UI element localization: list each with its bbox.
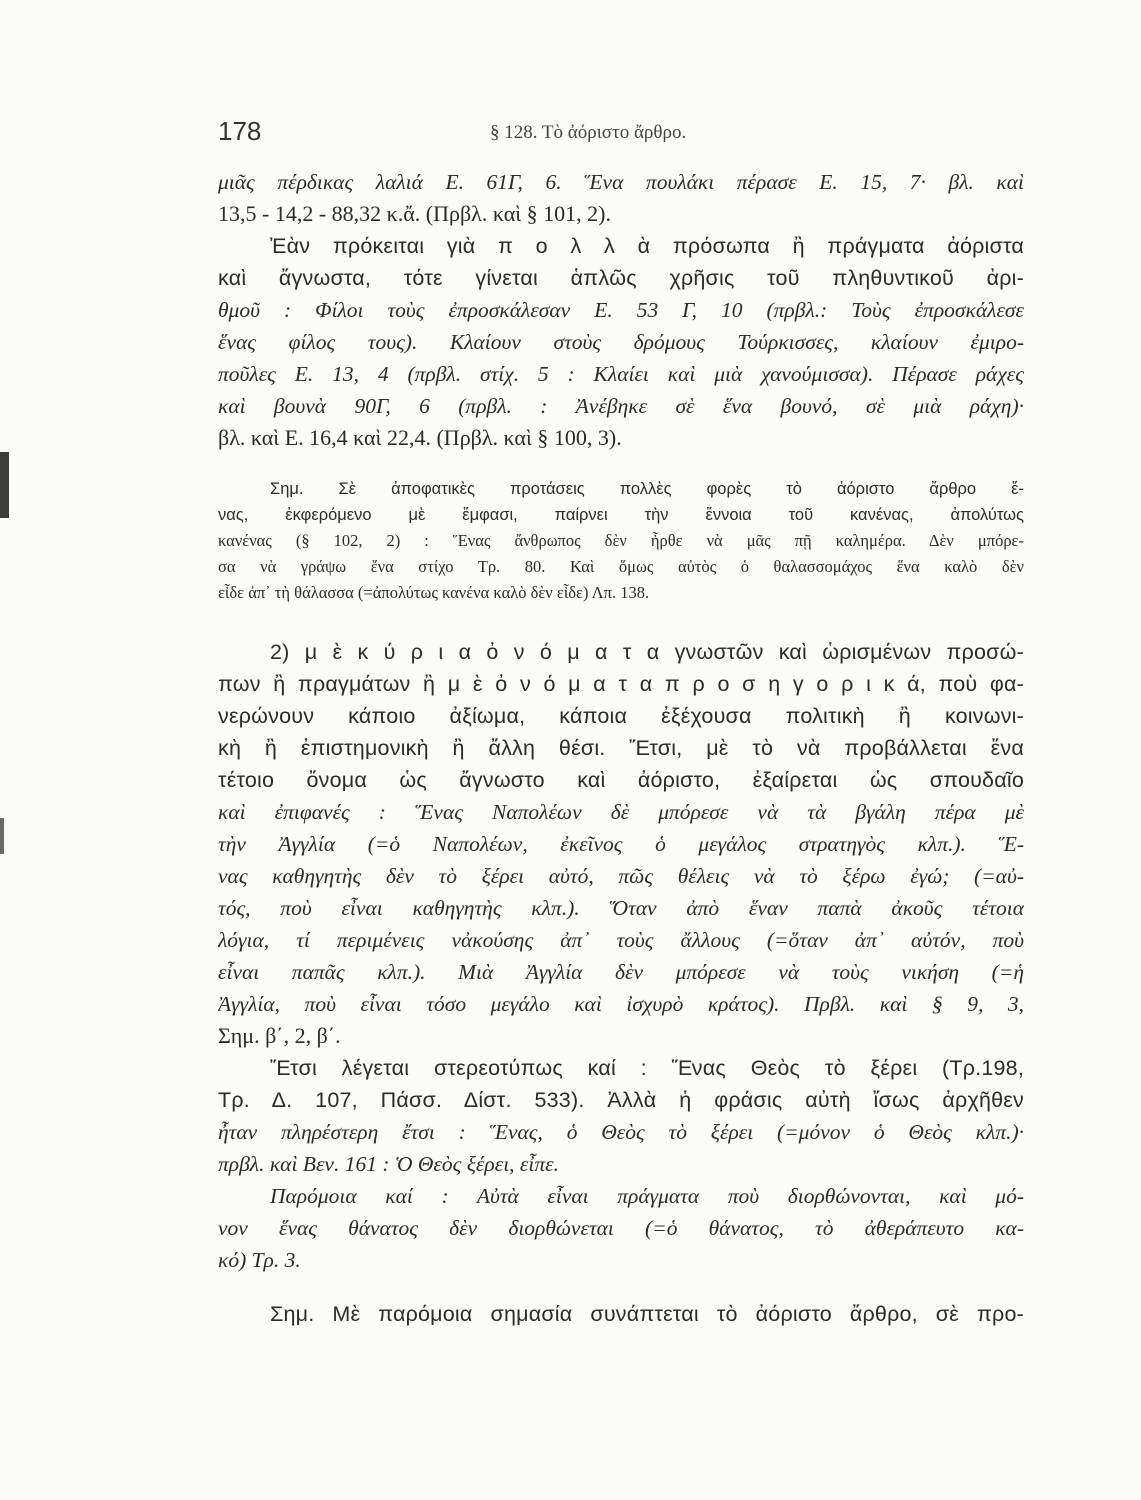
text-line: εἶναι παπᾶς κλπ.). Μιὰ Ἀγγλία δὲν μπόρεσε νὰ τοὺς νικήση (=ἡ bbox=[218, 960, 1024, 984]
running-head: § 128. Τὸ ἀόριστο ἄρθρο. bbox=[490, 122, 687, 143]
text-line: Τρ. Δ. 107, Πάσσ. Δίστ. 533). Ἀλλὰ ἡ φράσις αὐτὴ ἴσως ἀρχῆθεν bbox=[218, 1088, 1024, 1112]
text-line: κὴ ἢ ἐπιστημονικὴ ἢ ἄλλη θέσι. Ἔτσι, μὲ τὸ νὰ προβάλλεται ἕνα bbox=[218, 736, 1024, 760]
text-line: πων ἢ πραγμάτων ἢ μ ὲ ὀ ν ό μ α τ α π ρ ο σ η γ ο ρ ι κ ά, ποὺ φα- bbox=[218, 672, 1024, 696]
note-line: κανένας (§ 102, 2) : Ἕνας ἄνθρωπος δὲν ἦρθε νὰ μᾶς πῇ καλημέρα. Δὲν μπόρε- bbox=[218, 531, 1024, 550]
text-line: λόγια, τί περιμένεις νἀκούσης ἀπ᾽ τοὺς ἄλλους (=ὅταν ἀπ᾽ αὐτόν, ποὺ bbox=[218, 928, 1024, 952]
paragraph-2 bbox=[218, 636, 1024, 1276]
text-line: νας καθηγητὴς δὲν τὸ ξέρει αὐτό, πῶς θέλεις νὰ τὸ ξέρω ἐγώ; (=αὐ- bbox=[218, 864, 1024, 888]
text-line: καὶ ἄγνωστα, τότε γίνεται ἁπλῶς χρῆσις τοῦ πληθυντικοῦ ἀρι- bbox=[218, 266, 1024, 290]
text-line: 13,5 - 14,2 - 88,32 κ.ἄ. (Πρβλ. καὶ § 101, 2). bbox=[218, 201, 611, 226]
paragraph-1 bbox=[218, 166, 1024, 454]
text-line: Σημ. Μὲ παρόμοια σημασία συνάπτεται τὸ ἀόριστο ἄρθρο, σὲ προ- bbox=[270, 1302, 1024, 1326]
note-1 bbox=[218, 476, 1024, 606]
text-line: Σημ. β΄, 2, β΄. bbox=[218, 1023, 341, 1048]
scan-edge-mark-small bbox=[0, 818, 4, 854]
text-line: Παρόμοια καί : Αὐτὰ εἶναι πράγματα ποὺ διορθώνονται, καὶ μό- bbox=[270, 1184, 1024, 1208]
text-line: πρβλ. καὶ Βεν. 161 : Ὁ Θεὸς ξέρει, εἶπε. bbox=[218, 1152, 559, 1176]
text-line: βλ. καὶ Ε. 16,4 καὶ 22,4. (Πρβλ. καὶ § 100, 3). bbox=[218, 425, 622, 450]
text-line: 2) μ ὲ κ ύ ρ ι α ὀ ν ό μ α τ α γνωστῶν καὶ ὡρισμένων προσώ- bbox=[270, 640, 1024, 664]
text-line: μιᾶς πέρδικας λαλιά Ε. 61Γ, 6. Ἕνα πουλάκι πέρασε Ε. 15, 7· βλ. καὶ bbox=[218, 170, 1024, 194]
text-line: καὶ ἐπιφανές : Ἕνας Ναπολέων δὲ μπόρεσε νὰ τὰ βγάλη πέρα μὲ bbox=[218, 800, 1024, 824]
text-line: κό) Τρ. 3. bbox=[218, 1248, 301, 1272]
note-2 bbox=[218, 1298, 1024, 1330]
text-line: τὴν Ἀγγλία (=ὁ Ναπολέων, ἐκεῖνος ὁ μεγάλος στρατηγὸς κλπ.). Ἕ- bbox=[218, 832, 1024, 856]
text-line: νον ἕνας θάνατος δὲν διορθώνεται (=ὁ θάνατος, τὸ ἀθεράπευτο κα- bbox=[218, 1216, 1024, 1240]
note-line: εἶδε ἀπ᾽ τὴ θάλασσα (=ἀπολύτως κανένα καλὸ δὲν εἶδε) Λπ. 138. bbox=[218, 583, 650, 602]
text-line: Ἀγγλία, ποὺ εἶναι τόσο μεγάλο καὶ ἰσχυρὸ κράτος). Πρβλ. καὶ § 9, 3, bbox=[218, 992, 1024, 1016]
text-line: ποῦλες Ε. 13, 4 (πρβλ. στίχ. 5 : Κλαίει καὶ μιὰ χανούμισσα). Πέρασε ράχες bbox=[218, 362, 1024, 386]
page-body bbox=[218, 166, 1024, 1330]
text-line: ἕνας φίλος τους). Κλαίουν στοὺς δρόμους Τούρκισσες, κλαίουν ἐμιρο- bbox=[218, 330, 1024, 354]
note-line: σα νὰ γράψω ἕνα στίχο Τρ. 80. Καὶ ὅμως αὐτὸς ὁ θαλασσομάχος ἕνα καλὸ δὲν bbox=[218, 557, 1024, 576]
text-line: ἦταν πληρέστερη ἔτσι : Ἕνας, ὁ Θεὸς τὸ ξέρει (=μόνον ὁ Θεὸς κλπ.)· bbox=[218, 1120, 1024, 1144]
scan-edge-mark bbox=[0, 452, 9, 518]
note-line: νας, ἐκφερόμενο μὲ ἔμφασι, παίρνει τὴν ἔννοια τοῦ κανένας, ἀπολύτως bbox=[218, 506, 1024, 524]
page-header bbox=[218, 116, 1028, 156]
text-line: τέτοιο ὄνομα ὡς ἄγνωστο καὶ ἀόριστο, ἐξαίρεται ὡς σπουδαῖο bbox=[218, 768, 1024, 792]
note-line: Σημ. Σὲ ἀποφατικὲς προτάσεις πολλὲς φορὲς τὸ ἀόριστο ἄρθρο ἕ- bbox=[270, 480, 1024, 498]
text-line: νερώνουν κάποιο ἀξίωμα, κάποια ἐξέχουσα πολιτικὴ ἢ κοινωνι- bbox=[218, 704, 1024, 728]
text-line: καὶ βουνὰ 90Γ, 6 (πρβλ. : Ἀνέβηκε σὲ ἕνα βουνό, σὲ μιὰ ράχη)· bbox=[218, 394, 1024, 418]
page-number: 178 bbox=[218, 116, 262, 146]
text-line: θμοῦ : Φίλοι τοὺς ἐπροσκάλεσαν Ε. 53 Γ, 10 (πρβλ.: Τοὺς ἐπροσκάλεσε bbox=[218, 298, 1024, 322]
text-line: τός, ποὺ εἶναι καθηγητὴς κλπ.). Ὅταν ἀπὸ ἕναν παπὰ ἀκοῦς τέτοια bbox=[218, 896, 1024, 920]
text-line: Ἔτσι λέγεται στερεοτύπως καί : Ἕνας Θεὸς τὸ ξέρει (Τρ.198, bbox=[270, 1056, 1024, 1080]
text-line: Ἐὰν πρόκειται γιὰ π ο λ λ ὰ πρόσωπα ἢ πράγματα ἀόριστα bbox=[270, 234, 1024, 258]
